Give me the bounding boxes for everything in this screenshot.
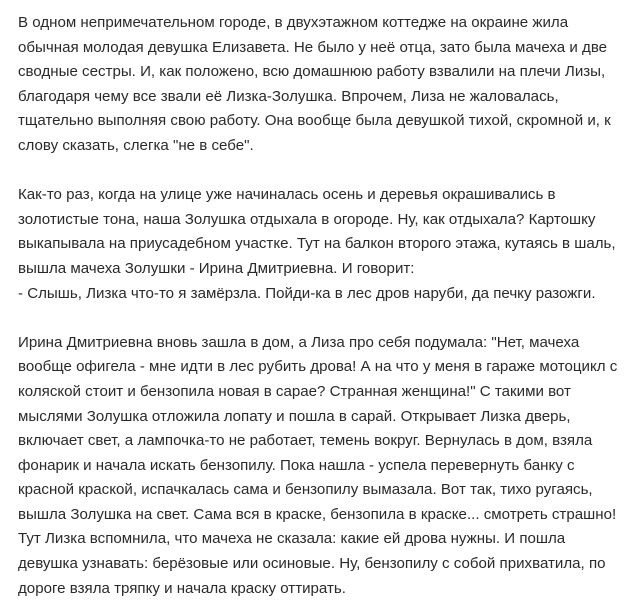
text-line: вышла мачеха Золушки - Ирина Дмитриевна. И говорит: — [18, 259, 415, 277]
text-line: красной краской, испачкалась сама и бензопилу вымазала. Вот так, тихо ругаясь, — [18, 481, 593, 499]
paragraph-2 — [18, 183, 626, 306]
text-line: Ирина Дмитриевна вновь зашла в дом, а Лиза про себя подумала: "Нет, мачеха — [18, 333, 580, 351]
text-line: слову сказать, слегка "не в себе". — [18, 136, 254, 154]
text-line: Как-то раз, когда на улице уже начиналась осень и деревья окрашивались в — [18, 186, 556, 204]
text-line: золотистые тона, наша Золушка отдыхала в огороде. Ну, как отдыхала? Картошку — [18, 210, 596, 228]
paragraph-1 — [18, 11, 626, 159]
text-line: включает свет, а лампочка-то не работает, темень вокруг. Вернулась в дом, взяла — [18, 432, 593, 450]
text-line: обычная молодая девушка Елизавета. Не было у неё отца, зато была мачеха и две — [18, 38, 608, 56]
text-line: дороге взяла тряпку и начала краску оттирать. — [18, 579, 346, 597]
text-line: выкапывала на приусадебном участке. Тут на балкон второго этажа, кутаясь в шаль, — [18, 235, 616, 253]
text-line: коляской стоит и бензопила новая в сарае? Странная женщина!" С такими вот — [18, 382, 571, 400]
text-line: тщательно выполняя свою работу. Она вообще была девушкой тихой, скромной и, к — [18, 112, 611, 130]
text-line: мыслями Золушка отложила лопату и пошла в сарай. Открывает Лизка дверь, — [18, 407, 571, 425]
text-line: Тут Лизка вспомнила, что мачеха не сказала: какие ей дрова нужны. И пошла — [18, 530, 566, 548]
text-line: В одном непримечательном городе, в двухэтажном коттедже на окраине жила — [18, 14, 569, 31]
text-line: благодаря чему все звали её Лизка-Золушка. Впрочем, Лиза не жаловалась, — [18, 87, 559, 105]
text-line: сводные сестры. И, как положено, всю домашнюю работу взвалили на плечи Лизы, — [18, 63, 606, 81]
text-line: девушка узнавать: берёзовые или осиновые. Ну, бензопилу с собой прихватила, по — [18, 555, 606, 573]
text-line: вышла Золушка на свет. Сама вся в краске, бензопила в краске... смотреть страшно! — [18, 505, 617, 523]
text-line: - Слышь, Лизка что-то я замёрзла. Пойди-ка в лес дров наруби, да печку разожги. — [18, 284, 596, 302]
text-line: вообще офигела - мне идти в лес рубить дрова! А на что у меня в гараже мотоцикл с — [18, 358, 618, 376]
text-line: фонарик и начала искать бензопилу. Пока нашла - успела перевернуть банку с — [18, 456, 575, 474]
paragraph-3 — [18, 331, 626, 601]
